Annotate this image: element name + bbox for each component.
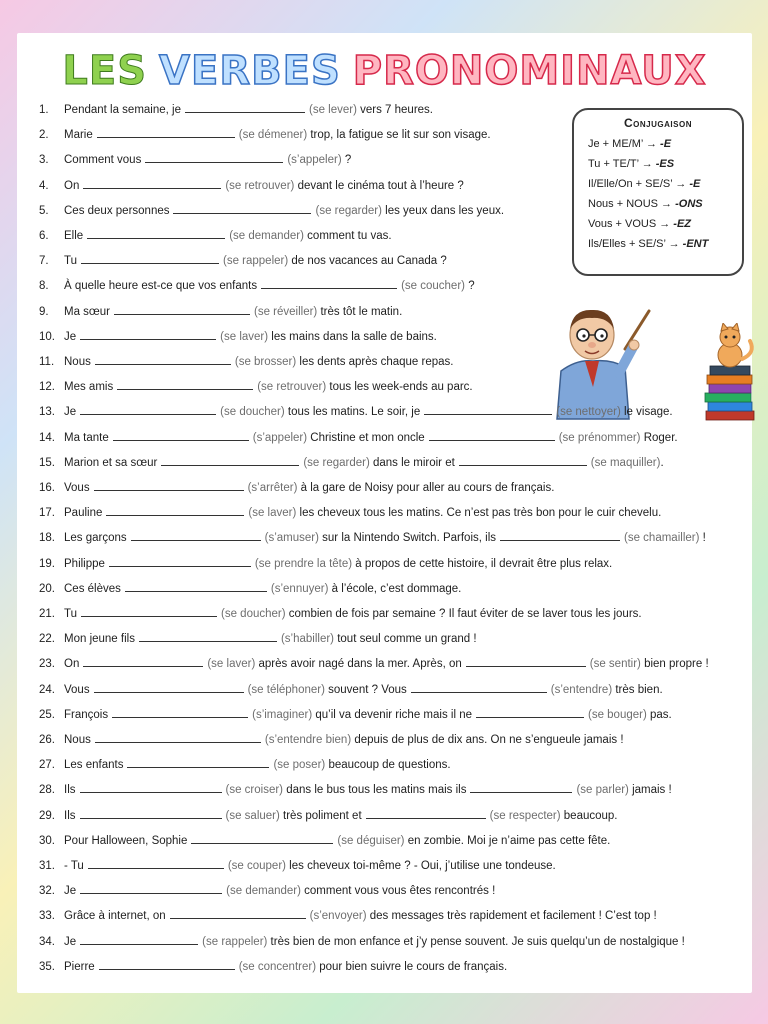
exercise-text: très tôt le matin. bbox=[317, 305, 403, 318]
answer-blank[interactable] bbox=[127, 757, 269, 768]
answer-blank[interactable] bbox=[112, 707, 248, 718]
exercise-item bbox=[39, 606, 642, 621]
exercise-text: Pour Halloween, Sophie bbox=[64, 834, 188, 847]
exercise-text: qu’il va devenir riche mais il ne bbox=[312, 708, 472, 721]
conjugaison-row bbox=[588, 178, 742, 190]
exercise-item bbox=[39, 178, 464, 193]
verb-hint: (se rappeler) bbox=[202, 935, 268, 948]
exercise-text: Pierre bbox=[64, 960, 95, 973]
exercise-text: Tu bbox=[64, 255, 77, 268]
answer-blank[interactable] bbox=[113, 430, 249, 441]
exercise-text: On bbox=[64, 658, 80, 671]
answer-blank[interactable] bbox=[83, 656, 203, 667]
exercise-item bbox=[39, 682, 663, 697]
conjugaison-row bbox=[588, 158, 742, 170]
exercise-number: 25. bbox=[39, 708, 55, 721]
exercise-text: Vous bbox=[64, 482, 90, 494]
answer-blank[interactable] bbox=[80, 782, 222, 793]
exercise-number: 6. bbox=[39, 230, 49, 242]
answer-blank[interactable] bbox=[459, 455, 587, 466]
exercise-number: 35. bbox=[39, 960, 55, 973]
verb-hint: (se rappeler) bbox=[223, 255, 289, 268]
exercise-item bbox=[39, 278, 475, 293]
answer-blank[interactable] bbox=[106, 505, 244, 516]
verb-hint: (s’appeler) bbox=[287, 154, 342, 167]
conjugaison-ending: -ONS bbox=[675, 198, 703, 210]
verb-hint: (se saluer) bbox=[225, 809, 280, 822]
exercise-text: dans le bus tous les matins mais ils bbox=[283, 784, 467, 797]
exercise-number: 10. bbox=[39, 330, 55, 343]
conjugaison-pronoun: Nous + NOUS → bbox=[588, 198, 673, 210]
answer-blank[interactable] bbox=[95, 354, 231, 365]
exercise-text: les cheveux toi-même ? - Oui, j’utilise une tondeuse. bbox=[285, 860, 556, 872]
exercise-text: très bien. bbox=[612, 683, 663, 696]
exercise-number: 2. bbox=[39, 129, 49, 142]
answer-blank[interactable] bbox=[80, 404, 216, 415]
exercise-text: ? bbox=[465, 280, 475, 293]
verb-hint: (se doucher) bbox=[221, 608, 286, 620]
verb-hint: (se prénommer) bbox=[558, 431, 641, 444]
conjugaison-pronoun: Tu + TE/T’ → bbox=[588, 158, 653, 170]
conjugaison-ending: -E bbox=[689, 178, 701, 190]
exercise-item bbox=[39, 782, 672, 797]
exercise-number: 15. bbox=[39, 456, 55, 469]
exercise-number: 11. bbox=[39, 356, 55, 368]
exercise-text: Roger. bbox=[640, 431, 678, 444]
verb-hint: (s’envoyer) bbox=[309, 910, 367, 923]
answer-blank[interactable] bbox=[81, 253, 219, 264]
exercise-text: comment vous vous êtes rencontrés ! bbox=[300, 885, 496, 898]
exercise-text: combien de fois par semaine ? Il faut éviter de se laver tous les jours. bbox=[285, 608, 642, 620]
answer-blank[interactable] bbox=[83, 178, 221, 189]
exercise-text: tous les week-ends au parc. bbox=[326, 381, 473, 394]
exercise-number: 13. bbox=[39, 406, 55, 419]
verb-hint: (se nettoyer) bbox=[556, 406, 621, 419]
exercise-text: Pendant la semaine, je bbox=[64, 104, 181, 116]
verb-hint: (se lever) bbox=[309, 104, 357, 116]
exercise-text: depuis de plus de dix ans. On ne s’engueule jamais ! bbox=[351, 734, 624, 746]
exercise-text: Les enfants bbox=[64, 759, 124, 772]
exercise-text: devant le cinéma tout à l’heure ? bbox=[294, 179, 464, 192]
exercise-number: 4. bbox=[39, 179, 49, 192]
exercise-number: 16. bbox=[39, 482, 55, 494]
verb-hint: (s’entendre bien) bbox=[264, 734, 352, 746]
answer-blank[interactable] bbox=[94, 682, 244, 693]
exercise-text: très poliment et bbox=[279, 809, 362, 822]
answer-blank[interactable] bbox=[81, 606, 217, 617]
verb-hint: (se sentir) bbox=[589, 658, 641, 671]
conjugaison-pronoun: Je + ME/M’ → bbox=[588, 138, 657, 150]
verb-hint: (s’ennuyer) bbox=[270, 582, 329, 595]
conjugaison-row bbox=[588, 218, 742, 230]
answer-blank[interactable] bbox=[117, 379, 253, 390]
teacher-illustration bbox=[537, 301, 657, 421]
exercise-text: Les garçons bbox=[64, 532, 127, 545]
answer-blank[interactable] bbox=[173, 203, 311, 214]
exercise-item bbox=[39, 203, 504, 218]
exercise-item bbox=[39, 908, 657, 923]
cat-on-books-illustration bbox=[700, 323, 760, 423]
answer-blank[interactable] bbox=[500, 530, 620, 541]
verb-hint: (se concentrer) bbox=[238, 960, 317, 973]
conjugaison-row bbox=[588, 198, 742, 210]
exercise-text: Mes amis bbox=[64, 381, 114, 394]
exercise-text: beaucoup. bbox=[560, 809, 618, 822]
verb-hint: (se retrouver) bbox=[225, 179, 295, 192]
exercise-number: 30. bbox=[39, 834, 55, 847]
exercise-text: ? bbox=[341, 154, 352, 167]
exercise-text: Pauline bbox=[64, 507, 103, 520]
exercise-text: Vous bbox=[64, 683, 90, 696]
exercise-text: très bien de mon enfance et j’y pense souvent. Je suis quelqu’un de nostalgique ! bbox=[267, 935, 685, 948]
exercise-text: Marie bbox=[64, 129, 93, 142]
exercise-text: Tu bbox=[64, 608, 77, 620]
answer-blank[interactable] bbox=[429, 430, 555, 441]
verb-hint: (s’habiller) bbox=[280, 633, 335, 646]
answer-blank[interactable] bbox=[170, 908, 306, 919]
exercise-item bbox=[39, 329, 437, 344]
answer-blank[interactable] bbox=[88, 858, 224, 869]
answer-blank[interactable] bbox=[185, 102, 305, 113]
verb-hint: (se déguiser) bbox=[337, 834, 405, 847]
exercise-text: Comment vous bbox=[64, 154, 142, 167]
exercise-number: 21. bbox=[39, 608, 55, 620]
title-word-les: LES bbox=[62, 48, 148, 94]
answer-blank[interactable] bbox=[191, 833, 333, 844]
exercise-number: 20. bbox=[39, 582, 55, 595]
exercise-item bbox=[39, 480, 554, 495]
exercise-item bbox=[39, 379, 473, 394]
conjugaison-box bbox=[572, 108, 744, 276]
answer-blank[interactable] bbox=[366, 808, 486, 819]
exercise-item bbox=[39, 707, 672, 722]
exercise-item bbox=[39, 757, 451, 772]
answer-blank[interactable] bbox=[87, 228, 225, 239]
verb-hint: (se respecter) bbox=[489, 809, 561, 822]
exercise-number: 22. bbox=[39, 633, 55, 646]
exercise-item bbox=[39, 581, 461, 596]
answer-blank[interactable] bbox=[109, 556, 251, 567]
exercise-item bbox=[39, 959, 507, 974]
exercise-text: pas. bbox=[646, 708, 672, 721]
exercise-text: - Tu bbox=[64, 860, 84, 872]
verb-hint: (se téléphoner) bbox=[247, 683, 325, 696]
exercise-text: Je bbox=[64, 935, 77, 948]
exercise-text: François bbox=[64, 708, 109, 721]
answer-blank[interactable] bbox=[94, 480, 244, 491]
exercise-text: sur la Nintendo Switch. Parfois, ils bbox=[318, 532, 497, 545]
exercise-number: 1. bbox=[39, 104, 49, 116]
conjugaison-row bbox=[588, 238, 742, 250]
exercise-item bbox=[39, 505, 661, 520]
conjugaison-row bbox=[588, 138, 742, 150]
answer-blank[interactable] bbox=[411, 682, 547, 693]
answer-blank[interactable] bbox=[80, 883, 222, 894]
exercise-item bbox=[39, 833, 610, 848]
exercise-number: 23. bbox=[39, 658, 55, 671]
exercise-number: 24. bbox=[39, 683, 55, 696]
exercise-number: 12. bbox=[39, 381, 55, 394]
exercise-text: à la gare de Noisy pour aller au cours de français. bbox=[297, 482, 555, 494]
exercise-text: Ils bbox=[64, 784, 76, 797]
exercise-item bbox=[39, 631, 477, 646]
exercise-number: 14. bbox=[39, 431, 55, 444]
answer-blank[interactable] bbox=[466, 656, 586, 667]
exercise-text: comment tu vas. bbox=[303, 230, 392, 242]
exercise-number: 17. bbox=[39, 507, 55, 520]
title-word-verbes: VERBES bbox=[159, 48, 341, 94]
answer-blank[interactable] bbox=[80, 934, 198, 945]
verb-hint: (se laver) bbox=[248, 507, 297, 520]
exercise-number: 26. bbox=[39, 734, 55, 746]
verb-hint: (se chamailler) bbox=[624, 532, 700, 545]
verb-hint: (s’amuser) bbox=[264, 532, 319, 545]
exercise-text: . bbox=[660, 456, 664, 469]
exercise-number: 31. bbox=[39, 860, 55, 872]
conjugaison-ending: -E bbox=[660, 138, 672, 150]
answer-blank[interactable] bbox=[95, 732, 261, 743]
conjugaison-pronoun: Vous + VOUS → bbox=[588, 218, 671, 230]
exercise-number: 29. bbox=[39, 809, 55, 822]
verb-hint: (s’imaginer) bbox=[252, 708, 313, 721]
exercise-item bbox=[39, 354, 454, 369]
exercise-item bbox=[39, 228, 392, 243]
exercise-text: les yeux dans les yeux. bbox=[381, 204, 505, 217]
answer-blank[interactable] bbox=[80, 329, 216, 340]
answer-blank[interactable] bbox=[470, 782, 572, 793]
exercise-text: Ma tante bbox=[64, 431, 109, 444]
conjugaison-ending: -ENT bbox=[682, 238, 709, 250]
answer-blank[interactable] bbox=[139, 631, 277, 642]
exercise-item bbox=[39, 808, 618, 823]
title-word-pronominaux: PRONOMINAUX bbox=[352, 48, 707, 94]
answer-blank[interactable] bbox=[145, 152, 283, 163]
verb-hint: (se croiser) bbox=[225, 784, 284, 797]
conjugaison-pronoun: Il/Elle/On + SE/S’ → bbox=[588, 178, 687, 190]
exercise-text: tout seul comme un grand ! bbox=[334, 633, 477, 646]
exercise-number: 8. bbox=[39, 280, 49, 293]
exercise-text: Ces élèves bbox=[64, 582, 121, 595]
exercise-text: Ma sœur bbox=[64, 305, 110, 318]
exercise-text: après avoir nagé dans la mer. Après, on bbox=[255, 658, 462, 671]
verb-hint: (se demander) bbox=[226, 885, 301, 898]
exercise-item bbox=[39, 253, 447, 268]
exercise-number: 18. bbox=[39, 532, 55, 545]
exercise-text: Mon jeune fils bbox=[64, 633, 135, 646]
exercise-text: Je bbox=[64, 406, 77, 419]
verb-hint: (se regarder) bbox=[303, 456, 370, 469]
answer-blank[interactable] bbox=[261, 278, 397, 289]
exercise-item bbox=[39, 430, 678, 445]
exercise-text: Grâce à internet, on bbox=[64, 910, 166, 923]
verb-hint: (se doucher) bbox=[220, 406, 285, 419]
verb-hint: (se démener) bbox=[238, 129, 308, 142]
exercise-text: les dents après chaque repas. bbox=[296, 356, 454, 368]
answer-blank[interactable] bbox=[424, 404, 552, 415]
exercise-text: souvent ? Vous bbox=[324, 683, 407, 696]
exercise-number: 19. bbox=[39, 557, 55, 570]
exercise-number: 9. bbox=[39, 305, 49, 318]
exercise-text: dans le miroir et bbox=[369, 456, 455, 469]
exercise-text: Philippe bbox=[64, 557, 105, 570]
answer-blank[interactable] bbox=[161, 455, 299, 466]
exercise-text: trop, la fatigue se lit sur son visage. bbox=[307, 129, 491, 142]
exercise-number: 5. bbox=[39, 204, 49, 217]
answer-blank[interactable] bbox=[99, 959, 235, 970]
exercise-text: Christine et mon oncle bbox=[307, 431, 425, 444]
exercise-number: 3. bbox=[39, 154, 49, 167]
exercise-text: Marion et sa sœur bbox=[64, 456, 158, 469]
exercise-item bbox=[39, 304, 402, 319]
exercise-item bbox=[39, 732, 624, 747]
exercise-text: le visage. bbox=[620, 406, 673, 419]
answer-blank[interactable] bbox=[476, 707, 584, 718]
exercise-item bbox=[39, 934, 685, 949]
verb-hint: (se coucher) bbox=[401, 280, 465, 293]
verb-hint: (se bouger) bbox=[587, 708, 647, 721]
exercise-text: les mains dans la salle de bains. bbox=[268, 330, 437, 343]
verb-hint: (se couper) bbox=[227, 860, 286, 872]
exercise-item bbox=[39, 530, 706, 545]
conjugaison-ending: -EZ bbox=[673, 218, 692, 230]
verb-hint: (se poser) bbox=[273, 759, 326, 772]
exercise-text: à l’école, c’est dommage. bbox=[328, 582, 462, 595]
exercise-item bbox=[39, 556, 612, 571]
verb-hint: (se laver) bbox=[220, 330, 269, 343]
verb-hint: (s’entendre) bbox=[550, 683, 613, 696]
verb-hint: (se retrouver) bbox=[257, 381, 327, 394]
answer-blank[interactable] bbox=[114, 304, 250, 315]
exercise-item bbox=[39, 152, 351, 167]
verb-hint: (se maquiller) bbox=[590, 456, 661, 469]
exercise-item bbox=[39, 404, 673, 419]
verb-hint: (se brosser) bbox=[234, 356, 297, 368]
answer-blank[interactable] bbox=[125, 581, 267, 592]
exercise-number: 28. bbox=[39, 784, 55, 797]
verb-hint: (s’arrêter) bbox=[247, 482, 298, 494]
verb-hint: (se réveiller) bbox=[254, 305, 318, 318]
exercise-text: Je bbox=[64, 885, 77, 898]
exercise-text: les cheveux tous les matins. Ce n’est pas très bon pour le cuir chevelu. bbox=[296, 507, 662, 520]
exercise-text: On bbox=[64, 179, 80, 192]
exercise-item bbox=[39, 127, 491, 142]
exercise-number: 33. bbox=[39, 910, 55, 923]
exercise-text: vers 7 heures. bbox=[356, 104, 434, 116]
exercise-number: 27. bbox=[39, 759, 55, 772]
exercise-text: des messages très rapidement et facilement ! C’est top ! bbox=[366, 910, 657, 923]
exercise-item bbox=[39, 656, 709, 671]
exercise-item bbox=[39, 102, 433, 117]
exercise-number: 32. bbox=[39, 885, 55, 898]
exercise-text: ! bbox=[699, 532, 706, 545]
verb-hint: (se parler) bbox=[576, 784, 629, 797]
exercise-text: de nos vacances au Canada ? bbox=[288, 255, 447, 268]
exercise-number: 7. bbox=[39, 255, 49, 268]
answer-blank[interactable] bbox=[80, 808, 222, 819]
exercise-text: en zombie. Moi je n’aime pas cette fête. bbox=[404, 834, 611, 847]
conjugaison-title: Conjugaison bbox=[624, 116, 692, 130]
worksheet bbox=[17, 33, 752, 993]
exercise-number: 34. bbox=[39, 935, 55, 948]
verb-hint: (se laver) bbox=[207, 658, 256, 671]
exercise-item bbox=[39, 883, 495, 898]
exercise-text: jamais ! bbox=[628, 784, 672, 797]
exercise-text: À quelle heure est-ce que vos enfants bbox=[64, 280, 258, 293]
exercise-item bbox=[39, 858, 556, 873]
verb-hint: (se regarder) bbox=[315, 204, 382, 217]
exercise-text: Elle bbox=[64, 230, 84, 242]
exercise-text: à propos de cette histoire, il devrait être plus relax. bbox=[352, 557, 613, 570]
answer-blank[interactable] bbox=[97, 127, 235, 138]
exercise-text: Ces deux personnes bbox=[64, 204, 170, 217]
answer-blank[interactable] bbox=[131, 530, 261, 541]
verb-hint: (se demander) bbox=[229, 230, 304, 242]
exercise-text: Nous bbox=[64, 356, 91, 368]
exercise-text: tous les matins. Le soir, je bbox=[284, 406, 421, 419]
exercise-text: bien propre ! bbox=[640, 658, 709, 671]
conjugaison-pronoun: Ils/Elles + SE/S’ → bbox=[588, 238, 680, 250]
verb-hint: (s’appeler) bbox=[252, 431, 308, 444]
exercise-text: pour bien suivre le cours de français. bbox=[316, 960, 508, 973]
worksheet-title bbox=[17, 45, 752, 97]
exercise-text: Nous bbox=[64, 734, 91, 746]
verb-hint: (se prendre la tête) bbox=[254, 557, 353, 570]
exercise-text: Ils bbox=[64, 809, 76, 822]
exercise-text: Je bbox=[64, 330, 77, 343]
conjugaison-ending: -ES bbox=[655, 158, 675, 170]
exercise-item bbox=[39, 455, 664, 470]
exercise-text: beaucoup de questions. bbox=[325, 759, 451, 772]
